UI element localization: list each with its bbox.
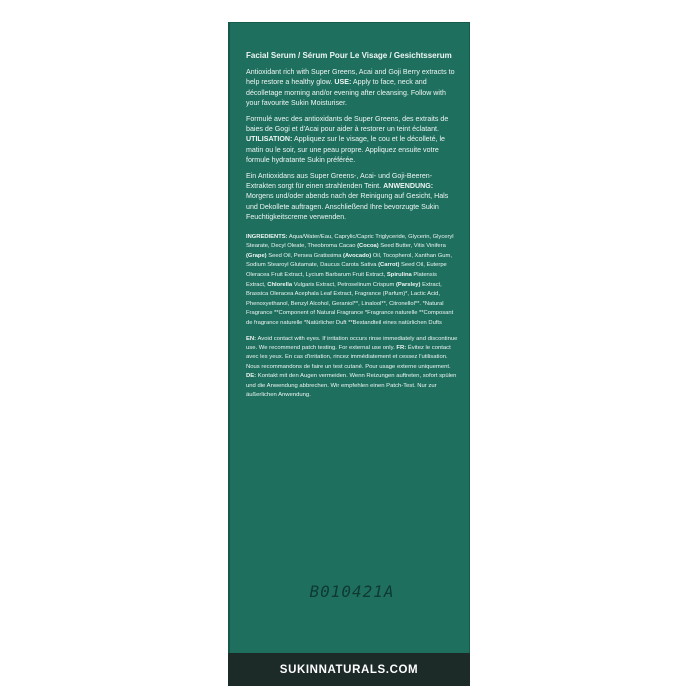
ingredients-text: Seed Oil, Euterpe Oleracea Fruit Extract, Lycium Barbarum Fruit Extract, bbox=[246, 262, 447, 279]
use-label-de: ANWENDUNG: bbox=[383, 182, 434, 191]
warning-label-en: EN: bbox=[246, 335, 257, 342]
ingredient-highlight: Chlorella bbox=[267, 281, 293, 288]
ingredient-highlight: (Grape) bbox=[246, 252, 267, 259]
ingredients-text: Extract, Brassica Oleracea Acephala Leaf Extract, Fragrance (Parfum)*, Lactic Acid, Phenoxyethanol, Benzyl Alcohol, Geraniol**, Linalool**, Citronellol**. *Natural Fragrance **Component of Natural Fragrance *Fragrance naturelle **Composant de fragrance naturelle *Natürlicher Duft **Bestandteil eines natürlichen Dufts bbox=[246, 281, 454, 327]
use-label-en: USE: bbox=[334, 78, 352, 87]
ingredients-label: INGREDIENTS: bbox=[246, 233, 288, 240]
warnings bbox=[246, 335, 458, 401]
ingredients-text: Oil, Tocopherol, Xanthan Gum, Sodium Stearoyl Glutamate, Daucus Carota Sativa bbox=[246, 252, 452, 269]
warning-label-fr: FR: bbox=[396, 345, 407, 352]
label-content bbox=[246, 50, 458, 400]
warning-label-de: DE: bbox=[246, 373, 257, 380]
description-fr bbox=[246, 114, 458, 166]
ingredient-highlight: (Cocoa) bbox=[357, 243, 379, 250]
description-en-text: Antioxidant rich with Super Greens, Acai and Goji Berry extracts to help restore a healthy glow. bbox=[246, 68, 455, 87]
ingredients-text: Platensis Extract, bbox=[246, 272, 437, 288]
warning-text-fr: Évitez le contact avec les yeux. En cas d'irritation, rincez immédiatement et cessez l'utilisation. Nous recommandons de faire un test cutané. Pour usage externe uniquement. bbox=[246, 345, 451, 370]
description-en bbox=[246, 67, 458, 109]
website-url: SUKINNATURALS.COM bbox=[279, 663, 419, 676]
ingredients-list bbox=[246, 233, 458, 329]
ingredient-highlight: (Carrot) bbox=[378, 262, 400, 269]
description-fr-text: Formulé avec des antioxidants de Super Greens, des extraits de baies de Gogi et d'Acai pour aider à restorer un teint éclatant. bbox=[246, 114, 449, 134]
ingredients-text: Seed Oil, Persea Gratissima bbox=[268, 252, 342, 259]
ingredients-text: Seed Butter, Vitis Vinifera bbox=[380, 243, 446, 250]
ingredient-highlight: (Parsley) bbox=[395, 281, 421, 288]
use-text-en: Apply to face, neck and décolletage morning and/or evening after cleansing. Follow with your favourite Sukin Moisturiser. bbox=[246, 78, 446, 108]
warning-text-en: Avoid contact with eyes. If irritation occurs rinse immediately and discontinue use. We recommend patch testing. For external use only. bbox=[246, 335, 458, 352]
batch-code: B010421A bbox=[309, 582, 395, 601]
use-text-fr: Appliquez sur le visage, le cou et le décolleté, le matin ou le soir, sur une peau propre. Appliquez ensuite votre formule hydratante Sukin préférée. bbox=[246, 135, 445, 165]
ingredient-highlight: Spirulina bbox=[386, 272, 412, 279]
ingredients-text: Aqua/Water/Eau, Caprylic/Capric Triglyceride, Glycerin, Glyceryl Stearate, Decyl Oleate, Theobroma Cacao bbox=[246, 233, 454, 250]
box-edge bbox=[228, 22, 230, 686]
use-label-fr: UTILISATION: bbox=[246, 135, 293, 144]
footer-band bbox=[228, 653, 470, 686]
ingredients-text: Vulgaris Extract, Petroselinum Crispum bbox=[293, 281, 395, 288]
description-de-text: Ein Antioxidans aus Super Greens-, Acai- und Goji-Beeren-Extrakten sorgt für einen strahlenden Teint. bbox=[246, 171, 433, 191]
ingredient-highlight: (Avocado) bbox=[343, 252, 372, 259]
warning-text-de: Kontakt mit den Augen vermeiden. Wenn Reizungen auftreten, sofort spülen und die Anwendung abbrechen. Wir empfehlen einen Patch-Test. Nur zur äußerlichen Anwendung. bbox=[246, 373, 457, 399]
description-de bbox=[246, 171, 458, 223]
product-heading: Facial Serum / Sérum Pour Le Visage / Gesichtsserum bbox=[246, 51, 452, 60]
use-text-de: Morgens und/oder abends nach der Reinigung auf Gesicht, Hals und Dekollete auftragen. Anschließend Ihre bevorzugte Sukin Feuchtigkeitscreme verwenden. bbox=[246, 192, 449, 222]
